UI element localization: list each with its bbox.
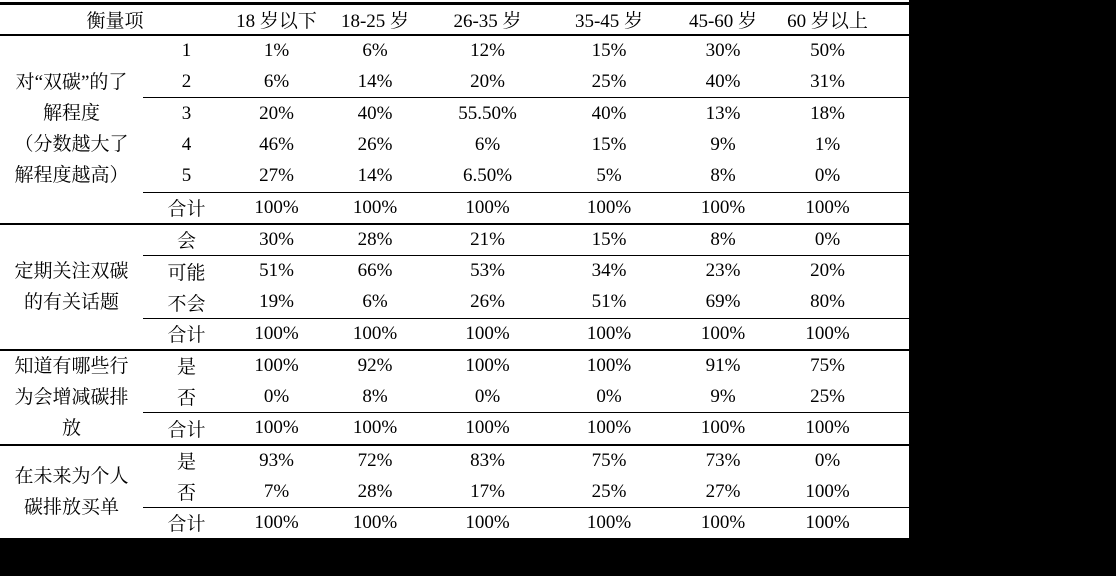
header-age-18-25: 18-25 岁 bbox=[323, 4, 427, 35]
percent-cell: 100% bbox=[427, 413, 548, 445]
percent-cell: 100% bbox=[323, 192, 427, 224]
percent-cell: 46% bbox=[259, 133, 294, 155]
sub-label: 4 bbox=[181, 133, 192, 155]
percent-cell: 100% bbox=[670, 508, 776, 540]
percent-cell: 28% bbox=[323, 476, 427, 508]
table-row bbox=[0, 445, 909, 477]
percent-cell: 100% bbox=[548, 318, 670, 350]
percent-cell: 0% bbox=[776, 161, 909, 193]
percent-cell: 6% bbox=[474, 133, 501, 155]
sub-label: 是 bbox=[177, 357, 197, 379]
percent-cell: 28% bbox=[323, 224, 427, 256]
percent-cell: 8% bbox=[323, 381, 427, 413]
percent-cell: 0% bbox=[814, 449, 841, 471]
percent-cell: 30% bbox=[230, 224, 323, 256]
percent-cell: 100% bbox=[465, 354, 510, 376]
sub-label: 2 bbox=[143, 66, 230, 98]
sub-label: 可能 bbox=[167, 262, 206, 284]
percent-cell: 73% bbox=[705, 449, 741, 471]
sub-label: 否 bbox=[143, 476, 230, 508]
group-label-line: 的有关话题 bbox=[23, 291, 119, 313]
percent-cell: 8% bbox=[670, 224, 776, 256]
percent-cell: 75% bbox=[591, 449, 627, 471]
percent-cell: 92% bbox=[357, 354, 393, 376]
percent-cell: 21% bbox=[427, 224, 548, 256]
percent-cell: 83% bbox=[470, 449, 505, 471]
group-label-line: 解程度越高） bbox=[14, 165, 129, 186]
percent-cell: 6% bbox=[323, 287, 427, 319]
percent-cell: 14% bbox=[323, 161, 427, 193]
percent-cell: 18% bbox=[810, 102, 845, 124]
percent-cell: 100% bbox=[548, 413, 670, 445]
percent-cell: 0% bbox=[230, 381, 323, 413]
sub-label: 不会 bbox=[143, 287, 230, 319]
percent-cell: 23% bbox=[705, 260, 741, 281]
percent-cell: 100% bbox=[427, 508, 548, 540]
group-label-line: 对“双碳”的了 bbox=[15, 72, 128, 93]
percent-cell: 1% bbox=[814, 133, 841, 155]
percent-cell: 25% bbox=[776, 381, 909, 413]
percent-cell: 51% bbox=[259, 260, 294, 281]
percent-cell: 100% bbox=[230, 413, 323, 445]
percent-cell: 80% bbox=[776, 287, 909, 319]
percent-cell: 53% bbox=[470, 260, 505, 281]
percent-cell: 25% bbox=[548, 476, 670, 508]
group-label-follow-topics bbox=[0, 224, 143, 350]
percent-cell: 100% bbox=[548, 192, 670, 224]
percent-cell: 50% bbox=[810, 39, 845, 61]
percent-cell: 12% bbox=[470, 39, 505, 61]
percent-cell: 9% bbox=[670, 381, 776, 413]
percent-cell: 91% bbox=[705, 354, 741, 376]
percent-cell: 100% bbox=[776, 508, 909, 540]
percent-cell: 100% bbox=[776, 476, 909, 508]
percent-cell: 100% bbox=[670, 318, 776, 350]
sub-label-total: 合计 bbox=[143, 508, 230, 540]
sub-label: 否 bbox=[143, 381, 230, 413]
group-label-pay-for-carbon bbox=[0, 445, 143, 540]
header-measure-label: 衡量项 bbox=[0, 4, 230, 35]
percent-cell: 75% bbox=[810, 354, 845, 376]
percent-cell: 26% bbox=[427, 287, 548, 319]
percent-cell: 1% bbox=[263, 39, 290, 61]
table-row bbox=[0, 224, 909, 256]
percent-cell: 100% bbox=[323, 508, 427, 540]
percent-cell: 17% bbox=[427, 476, 548, 508]
percent-cell: 6.50% bbox=[427, 161, 548, 193]
sub-label: 是 bbox=[177, 452, 197, 474]
percent-cell: 13% bbox=[705, 102, 741, 124]
percent-cell: 6% bbox=[230, 66, 323, 98]
percent-cell: 100% bbox=[670, 413, 776, 445]
survey-crosstab-table bbox=[0, 2, 909, 541]
header-row bbox=[0, 4, 909, 35]
percent-cell: 0% bbox=[427, 381, 548, 413]
sub-label-total: 合计 bbox=[143, 318, 230, 350]
percent-cell: 8% bbox=[670, 161, 776, 193]
sub-label: 3 bbox=[181, 102, 192, 124]
percent-cell: 69% bbox=[670, 287, 776, 319]
percent-cell: 100% bbox=[323, 413, 427, 445]
group-label-line: 知道有哪些行 bbox=[14, 355, 129, 377]
group-label-know-behaviors bbox=[0, 350, 143, 445]
percent-cell: 30% bbox=[705, 39, 741, 61]
percent-cell: 15% bbox=[591, 39, 627, 61]
percent-cell: 0% bbox=[776, 224, 909, 256]
percent-cell: 100% bbox=[586, 354, 632, 376]
sub-label-total: 合计 bbox=[143, 192, 230, 224]
percent-cell: 100% bbox=[254, 354, 299, 376]
percent-cell: 19% bbox=[230, 287, 323, 319]
percent-cell: 51% bbox=[548, 287, 670, 319]
percent-cell: 72% bbox=[357, 449, 393, 471]
percent-cell: 25% bbox=[548, 66, 670, 98]
percent-cell: 55.50% bbox=[458, 102, 517, 124]
header-age-26-35: 26-35 岁 bbox=[427, 4, 548, 35]
percent-cell: 100% bbox=[776, 192, 909, 224]
percent-cell: 100% bbox=[776, 413, 909, 445]
percent-cell: 66% bbox=[357, 260, 393, 281]
header-age-45-60: 45-60 岁 bbox=[670, 4, 776, 35]
percent-cell: 40% bbox=[670, 66, 776, 98]
percent-cell: 40% bbox=[357, 102, 393, 124]
percent-cell: 15% bbox=[591, 133, 627, 155]
header-age-35-45: 35-45 岁 bbox=[548, 4, 670, 35]
header-age-under18: 18 岁以下 bbox=[230, 4, 323, 35]
sub-label: 1 bbox=[181, 39, 192, 61]
percent-cell: 100% bbox=[776, 318, 909, 350]
percent-cell: 15% bbox=[548, 224, 670, 256]
percent-cell: 100% bbox=[427, 318, 548, 350]
header-age-over60: 60 岁以上 bbox=[776, 4, 909, 35]
percent-cell: 20% bbox=[259, 102, 294, 124]
table-row bbox=[0, 35, 909, 67]
percent-cell: 27% bbox=[230, 161, 323, 193]
percent-cell: 100% bbox=[230, 318, 323, 350]
percent-cell: 27% bbox=[670, 476, 776, 508]
sub-label: 5 bbox=[143, 161, 230, 193]
percent-cell: 5% bbox=[548, 161, 670, 193]
group-label-line: 解程度 bbox=[42, 103, 100, 124]
percent-cell: 34% bbox=[591, 260, 627, 281]
group-label-line: 放 bbox=[61, 417, 81, 439]
group-label-line: 为会增减碳排 bbox=[14, 386, 129, 408]
table-row bbox=[0, 350, 909, 382]
percent-cell: 9% bbox=[710, 133, 736, 155]
percent-cell: 93% bbox=[259, 449, 294, 471]
percent-cell: 31% bbox=[776, 66, 909, 98]
sub-label: 会 bbox=[143, 224, 230, 256]
percent-cell: 100% bbox=[230, 192, 323, 224]
percent-cell: 14% bbox=[323, 66, 427, 98]
percent-cell: 40% bbox=[591, 102, 627, 124]
group-label-line: 定期关注双碳 bbox=[14, 260, 129, 282]
percent-cell: 20% bbox=[427, 66, 548, 98]
group-label-line: （分数越大了 bbox=[14, 134, 129, 155]
group-label-understanding bbox=[0, 35, 143, 224]
percent-cell: 100% bbox=[323, 318, 427, 350]
percent-cell: 100% bbox=[548, 508, 670, 540]
percent-cell: 100% bbox=[427, 192, 548, 224]
group-label-line: 在未来为个人 bbox=[14, 465, 129, 487]
sub-label-total: 合计 bbox=[143, 413, 230, 445]
percent-cell: 26% bbox=[357, 133, 393, 155]
percent-cell: 6% bbox=[362, 39, 388, 61]
percent-cell: 100% bbox=[230, 508, 323, 540]
group-label-line: 碳排放买单 bbox=[23, 496, 119, 518]
percent-cell: 20% bbox=[810, 260, 845, 281]
percent-cell: 7% bbox=[230, 476, 323, 508]
percent-cell: 0% bbox=[548, 381, 670, 413]
percent-cell: 100% bbox=[670, 192, 776, 224]
